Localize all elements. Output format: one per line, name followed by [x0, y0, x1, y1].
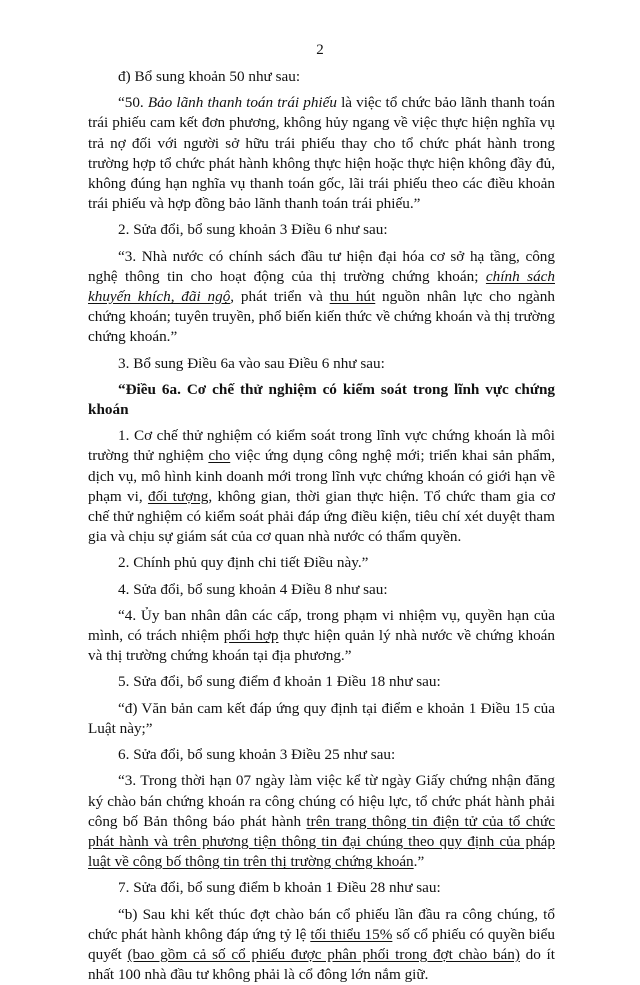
- text-run: , phát triển và: [230, 288, 330, 306]
- paragraph: [88, 553, 555, 573]
- text-run: 7. Sửa đổi, bổ sung điểm b khoản 1 Điều 28 như sau:: [118, 879, 441, 897]
- underlined-text: đối tượng: [147, 487, 209, 505]
- underlined-text: trên trang thông tin điện tử của tổ chức phát hành và trên phương tiện thông tin đại chúng theo quy định của pháp luật về công bố thông tin trên thị trường chứng khoán: [88, 812, 555, 871]
- paragraph: [88, 745, 555, 765]
- paragraph: [88, 771, 555, 872]
- text-run: 4. Sửa đổi, bổ sung khoản 4 Điều 8 như sau:: [118, 580, 388, 598]
- paragraph: [88, 606, 555, 667]
- paragraph: [88, 905, 555, 985]
- text-run: “4. Ủy ban nhân dân các cấp, trong phạm vi nhiệm vụ, quyền hạn của mình, có trách nhiệm: [88, 606, 555, 645]
- text-run: 3. Bổ sung Điều 6a vào sau Điều 6 như sau:: [118, 354, 385, 372]
- text-run: thực hiện quản lý nhà nước về chứng khoán và thị trường chứng khoán tại địa phương.”: [88, 627, 555, 665]
- text-run: “Điều 6a. Cơ chế thử nghiệm có kiểm soát trong lĩnh vực chứng khoán: [88, 380, 555, 419]
- paragraph: [88, 67, 555, 87]
- underlined-text: phối hợp: [223, 627, 279, 645]
- text-run: “đ) Văn bản cam kết đáp ứng quy định tại điểm e khoản 1 Điều 15 của Luật này;”: [88, 699, 555, 737]
- text-run: 2. Sửa đổi, bổ sung khoản 3 Điều 6 như sau:: [118, 221, 388, 239]
- text-run: “3. Trong thời hạn 07 ngày làm việc kể từ ngày Giấy chứng nhận đăng ký chào bán chứng khoán ra công chúng có hiệu lực, tổ chức phát hành phải công bố Bản thông báo phát hành: [88, 772, 555, 830]
- text-run: 5. Sửa đổi, bổ sung điểm đ khoản 1 Điều 18 như sau:: [118, 673, 441, 691]
- underlined-text: thu hút: [329, 288, 376, 306]
- paragraph: [88, 354, 555, 374]
- text-run: do ít nhất 100 nhà đầu tư không phải là cổ đông lớn nắm giữ.: [88, 945, 555, 984]
- paragraph: [88, 93, 555, 214]
- text-run: “3. Nhà nước có chính sách đầu tư hiện đại hóa cơ sở hạ tầng, công nghệ thông tin cho hoạt động của thị trường chứng khoán;: [88, 247, 555, 285]
- italic-text: Bảo lãnh thanh toán trái phiếu: [147, 94, 337, 112]
- paragraph: [88, 426, 555, 547]
- underlined-text: chính sách khuyến khích, đãi ngộ: [88, 267, 555, 306]
- text-run: “b) Sau khi kết thúc đợt chào bán cổ phiếu lần đầu ra công chúng, tổ chức phát hành không đáp ứng tỷ lệ: [88, 905, 555, 943]
- text-run: “50.: [118, 94, 148, 112]
- paragraph: [88, 699, 555, 739]
- text-run: , không gian, thời gian thực hiện. Tổ chức tham gia cơ chế thử nghiệm có kiểm soát phải đáp ứng điều kiện, tiêu chí xét duyệt tham gia và chịu sự giám sát của cơ quan nhà nước có thẩm quyền.: [88, 487, 555, 546]
- text-run: 6. Sửa đổi, bổ sung khoản 3 Điều 25 như sau:: [118, 746, 396, 764]
- underlined-text: tối thiểu 15%: [310, 925, 393, 943]
- text-run: .”: [413, 853, 425, 871]
- text-run: đ) Bổ sung khoản 50 như sau:: [118, 68, 301, 85]
- text-run: nguồn nhân lực cho ngành chứng khoán; tuyên truyền, phổ biến kiến thức về chứng khoán và thị trường chứng khoán.”: [88, 288, 555, 346]
- underlined-text: (bao gồm cả số cổ phiếu được phân phối trong đợt chào bán): [127, 945, 520, 963]
- page-number: 2: [316, 42, 324, 58]
- underlined-text: cho: [208, 447, 231, 465]
- text-run: 1. Cơ chế thử nghiệm có kiểm soát trong lĩnh vực chứng khoán là môi trường thử nghiệm: [88, 427, 555, 465]
- paragraph: [88, 220, 555, 240]
- text-run: 2. Chính phủ quy định chi tiết Điều này.”: [118, 554, 369, 572]
- text-run: việc ứng dụng công nghệ mới; triển khai sản phẩm, dịch vụ, mô hình kinh doanh mới trong lĩnh vực chứng khoán có giới hạn về phạm vi,: [88, 447, 556, 505]
- document-body: [88, 67, 555, 985]
- text-run: là việc tổ chức bảo lãnh thanh toán trái phiếu cam kết đơn phương, không hủy ngang về việc thực hiện nghĩa vụ trả nợ đối với người sở hữu trái phiếu thay cho tổ chức phát hành trong trường hợp tổ chức phát hành không thực hiện hoặc thực hiện không đầy đủ, không đúng hạn nghĩa vụ thanh toán gốc, lãi trái phiếu theo các điều khoản trái phiếu và hợp đồng bảo lãnh thanh toán trái phiếu.”: [88, 94, 555, 213]
- paragraph: [88, 672, 555, 692]
- paragraph: [88, 580, 555, 600]
- paragraph: [88, 878, 555, 898]
- paragraph: [88, 247, 555, 348]
- article-heading: [88, 380, 555, 420]
- text-run: số cổ phiếu có quyền biểu quyết: [88, 925, 555, 963]
